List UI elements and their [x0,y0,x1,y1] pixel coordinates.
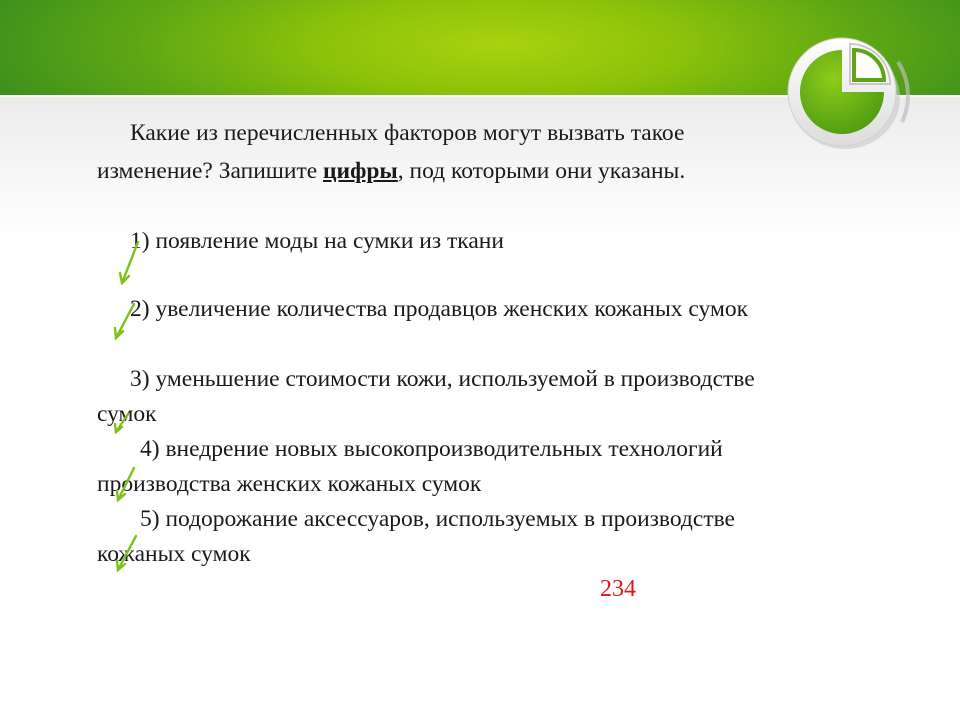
question-line-2 [97,160,685,184]
question-line-1: Какие из перечисленных факторов могут вызвать такое [130,120,685,146]
option-2: 2) увеличение количества продавцов женских кожаных сумок [130,296,748,322]
option-5-line-2: кожаных сумок [97,541,251,567]
pie-chart-logo-icon [770,22,930,152]
question-emphasis: цифры [323,158,398,184]
question-line-2-start: изменение? Запишите [97,158,324,184]
option-1: 1) появление моды на сумки из ткани [130,228,504,254]
option-3-line-1: 3) уменьшение стоимости кожи, используемой в производстве [130,366,755,392]
option-4-line-1: 4) внедрение новых высокопроизводительных технологий [140,436,723,462]
option-5-line-1: 5) подорожание аксессуаров, используемых в производстве [140,506,735,532]
option-4-line-2: производства женских кожаных сумок [97,471,482,497]
answer-value: 234 [600,576,636,602]
question-line-2-end: , под которыми они указаны. [397,158,686,184]
option-3-line-2: сумок [97,401,157,427]
